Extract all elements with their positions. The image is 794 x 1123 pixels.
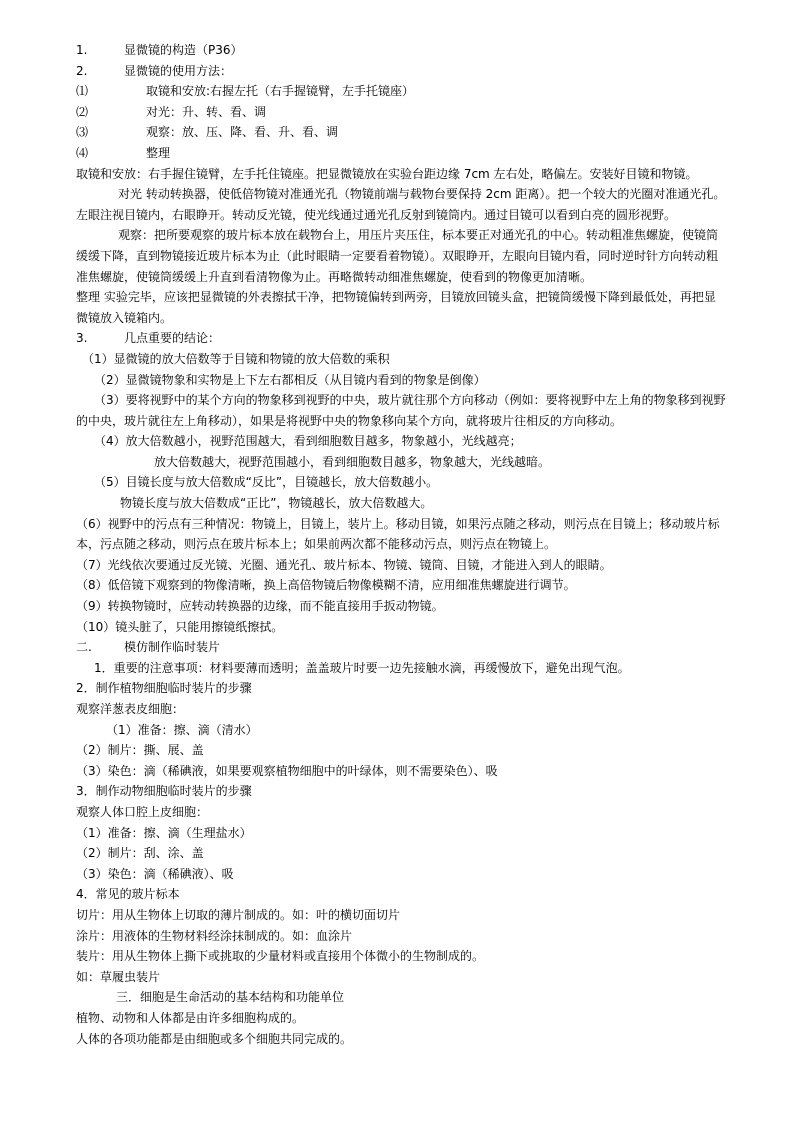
heading-text: 显微镜的构造（P36） [124, 43, 243, 57]
list-number: ⑵ [76, 104, 89, 119]
text-line: 涂片：用液体的生物材料经涂抹制成的。如：血涂片 [76, 928, 353, 943]
conclusion-item: （5）目镜长度与放大倍数成“反比”，目镜越长，放大倍数越小。 [94, 475, 439, 490]
text-line: （2）制片：撕、展、盖 [76, 743, 204, 758]
text-line: 观察洋葱表皮细胞： [76, 702, 185, 716]
section-heading: 三．细胞是生命活动的基本结构和功能单位 [116, 990, 345, 1005]
text-line: 观察人体口腔上皮细胞： [76, 804, 209, 819]
list-item [76, 81, 726, 102]
document-body [76, 40, 726, 1049]
text-line: （1）准备：擦、滴（清水） [106, 722, 258, 737]
text-line: 植物、动物和人体都是由许多细胞构成的。 [76, 1010, 305, 1025]
text-line: 1．重要的注意事项：材料要薄而透明；盖盖玻片时要一边先接触水滴，再缓慢放下，避免出现气泡。 [94, 660, 630, 675]
list-number: ⑶ [76, 125, 89, 140]
conclusion-item: （7）光线依次要通过反光镜、光圈、通光孔、玻片标本、物镜、镜筒、目镜，才能进入到人的眼睛。 [76, 557, 612, 572]
heading-number: 2. [76, 63, 88, 78]
list-item [76, 143, 726, 164]
list-number: ⑷ [76, 145, 89, 160]
heading-number: 二. [76, 640, 92, 655]
text-line: 切片：用从生物体上切取的薄片制成的。如：叶的横切面切片 [76, 907, 401, 922]
conclusion-item: （8）低倍镜下观察到的物像清晰，换上高倍物镜后物像模糊不清，应用细准焦螺旋进行调节。 [76, 578, 576, 593]
paragraph: 取镜和安放：右手握住镜臂，左手托住镜座。把显微镜放在实验台距边缘 7cm 左右处，略偏左。安装好目镜和物镜。 [76, 166, 698, 181]
list-number: ⑴ [76, 84, 89, 99]
text-line: 装片：用从生物体上撕下或挑取的少量材料或直接用个体微小的生物制成的。 [76, 949, 485, 964]
text-line: 人体的各项功能都是由细胞或多个细胞共同完成的。 [76, 1031, 353, 1046]
heading-number: 3. [76, 331, 88, 346]
conclusion-item: （2）显微镜物象和实物是上下左右都相反（从目镜内看到的物象是倒像） [94, 372, 486, 387]
paragraph: 观察：把所要观察的玻片标本放在载物台上，用压片夹压住，标本要正对通光孔的中心。转动粗准焦螺旋，使镜筒缓缓下降，直到物镜接近玻片标本为止（此时眼睛一定要看着物镜）。双眼睁开，左眼向目镜内看，同时逆时针方向转动粗准焦螺旋，使镜筒缓缓上升直到看清物像为止。再略微转动细准焦螺旋，使看到的物像更加清晰。 [76, 228, 719, 284]
conclusion-item: 放大倍数越大，视野范围越小，看到细胞数目越多，物象越大，光线越暗。 [154, 454, 551, 469]
text-line: （2）制片：刮、涂、盖 [76, 846, 204, 861]
conclusion-item: （6）视野中的污点有三种情况：物镜上，目镜上，装片上。移动目镜，如果污点随之移动，则污点在目镜上；移动玻片标本，污点随之移动，则污点在玻片标本上；如果前两次都不能移动污点，则污点在物镜上。 [76, 516, 720, 552]
text-line: （3）染色：滴（稀碘液，如果要观察植物细胞中的叶绿体，则不需要染色）、吸 [76, 763, 498, 778]
heading-2 [76, 61, 726, 82]
conclusion-item: （3）要将视野中的某个方向的物象移到视野的中央，玻片就往那个方向移动（例如：要将视野中左上角的物象移到视野的中央，玻片就往左上角移动），如果是将视野中央的物象移向某个方向，就将玻片往相反的方向移动。 [76, 393, 726, 428]
list-text: 对光：升、转、看、调 [146, 104, 267, 119]
conclusion-item: （1）显微镜的放大倍数等于目镜和物镜的放大倍数的乘积 [82, 351, 390, 366]
heading-3 [76, 328, 726, 349]
heading-number: 1. [76, 43, 88, 57]
heading-text: 模仿制作临时装片 [124, 640, 221, 655]
text-line: （3）染色：滴（稀碘液）、吸 [76, 866, 234, 881]
text-line: （1）准备：擦、滴（生理盐水） [76, 825, 252, 840]
list-text: 整理 [146, 145, 171, 160]
conclusion-item: （10）镜头脏了，只能用擦镜纸擦拭。 [76, 619, 284, 634]
list-item [76, 102, 726, 123]
text-line: 3．制作动物细胞临时装片的步骤 [76, 784, 252, 799]
heading-1 [76, 40, 726, 61]
paragraph: 整理 实验完毕，应该把显微镜的外表擦拭干净，把物镜偏转到两旁，目镜放回镜头盒，把镜筒缓慢下降到最低处，再把显微镜放入镜箱内。 [76, 290, 716, 325]
heading-text: 几点重要的结论： [124, 331, 221, 346]
paragraph: 对光 转动转换器，使低倍物镜对准通光孔（物镜前端与载物台要保持 2cm 距离）。把一个较大的光圈对准通光孔。左眼注视目镜内，右眼睁开。转动反光镜，使光线通过通光孔反射到镜筒内。通过目镜可以看到白亮的圆形视野。 [76, 187, 726, 222]
list-text: 观察：放、压、降、看、升、看、调 [146, 125, 339, 140]
text-line: 如：草履虫装片 [76, 969, 161, 984]
conclusion-item: （4）放大倍数越小，视野范围越大，看到细胞数目越多，物象越小，光线越亮； [94, 434, 522, 449]
list-text: 取镜和安放:右握左托（右手握镜臂，左手托镜座） [146, 84, 415, 99]
conclusion-item: 物镜长度与放大倍数成“正比”，物镜越长，放大倍数越大。 [120, 496, 433, 511]
text-line: 2．制作植物细胞临时装片的步骤 [76, 681, 252, 696]
section-heading [76, 637, 726, 658]
heading-text: 显微镜的使用方法： [124, 63, 233, 78]
text-line: 4．常见的玻片标本 [76, 887, 180, 902]
conclusion-item: （9）转换物镜时，应转动转换器的边缘，而不能直接用手扳动物镜。 [76, 599, 444, 614]
list-item [76, 122, 726, 143]
